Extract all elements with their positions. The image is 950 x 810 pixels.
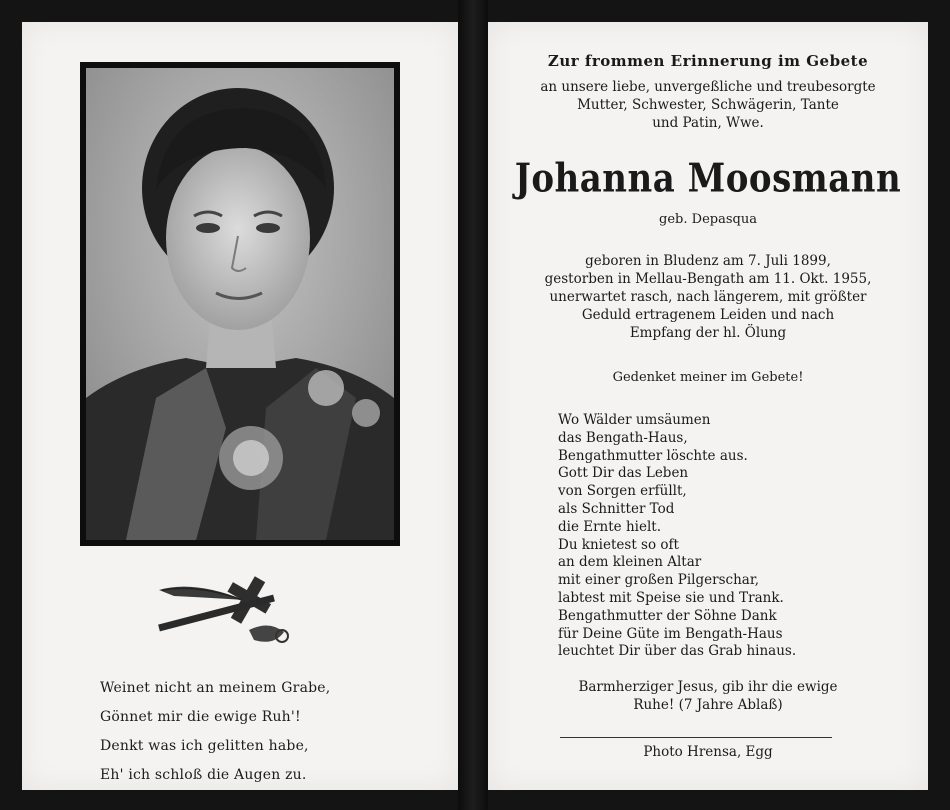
intro-line: Mutter, Schwester, Schwägerin, Tante bbox=[577, 97, 839, 113]
intro-line: an unsere liebe, unvergeßliche und treubesorgte bbox=[540, 79, 876, 95]
intro-text bbox=[488, 78, 928, 132]
closing-line: Ruhe! (7 Jahre Ablaß) bbox=[633, 697, 783, 713]
poem-line: von Sorgen erfüllt, bbox=[558, 483, 687, 500]
poem-line: Wo Wälder umsäumen bbox=[558, 412, 711, 428]
poem-line: Bengathmutter löschte aus. bbox=[558, 447, 748, 464]
verse-line: Denkt was ich gelitten habe, bbox=[100, 738, 309, 754]
portrait-photo bbox=[86, 68, 394, 540]
verse-line: Gönnet mir die ewige Ruh'! bbox=[100, 709, 301, 725]
biography-text bbox=[488, 252, 928, 342]
poem-line: Bengathmutter der Söhne Dank bbox=[558, 607, 777, 624]
memorial-heading: Zur frommen Erinnerung im Gebete bbox=[547, 52, 869, 70]
deceased-name: Johanna Moosmann bbox=[514, 156, 902, 202]
poem-line: an dem kleinen Altar bbox=[558, 554, 702, 571]
divider-line bbox=[560, 737, 832, 738]
bio-line: unerwartet rasch, nach längerem, mit größter bbox=[549, 289, 867, 305]
verse-line: Weinet nicht an meinem Grabe, bbox=[100, 680, 331, 696]
card-fold bbox=[458, 0, 488, 810]
verse-line: Eh' ich schloß die Augen zu. bbox=[100, 767, 307, 783]
closing-line: Barmherziger Jesus, gib ihr die ewige bbox=[578, 679, 838, 695]
poem-line: für Deine Güte im Bengath-Haus bbox=[558, 625, 783, 642]
portrait-illustration bbox=[86, 68, 394, 540]
poem-line: das Bengath-Haus, bbox=[558, 429, 688, 446]
poem-line: labtest mit Speise sie und Trank. bbox=[558, 589, 784, 606]
bio-line: Geduld ertragenem Leiden und nach bbox=[581, 307, 835, 323]
poem-line: Du knietest so oft bbox=[558, 536, 679, 553]
closing-prayer bbox=[488, 678, 928, 714]
bio-line: geboren in Bludenz am 7. Juli 1899, bbox=[585, 253, 831, 269]
photo-credit: Photo Hrensa, Egg bbox=[643, 744, 773, 760]
poem-line: als Schnitter Tod bbox=[558, 500, 675, 517]
left-card bbox=[22, 22, 458, 790]
memorial-poem bbox=[558, 412, 918, 661]
bio-line: Empfang der hl. Ölung bbox=[629, 325, 787, 341]
left-memorial-verse bbox=[100, 674, 400, 790]
cross-palm-emblem bbox=[154, 570, 304, 650]
maiden-name: geb. Depasqua bbox=[659, 212, 757, 227]
poem-line: die Ernte hielt. bbox=[558, 518, 661, 535]
prayer-request: Gedenket meiner im Gebete! bbox=[612, 370, 804, 385]
poem-line: mit einer großen Pilgerschar, bbox=[558, 572, 760, 589]
right-card bbox=[488, 22, 928, 790]
bio-line: gestorben in Mellau-Bengath am 11. Okt. 1955, bbox=[544, 271, 872, 287]
poem-line: leuchtet Dir über das Grab hinaus. bbox=[558, 643, 797, 660]
poem-line: Gott Dir das Leben bbox=[558, 465, 689, 482]
intro-line: und Patin, Wwe. bbox=[652, 115, 764, 131]
portrait-frame bbox=[80, 62, 400, 546]
